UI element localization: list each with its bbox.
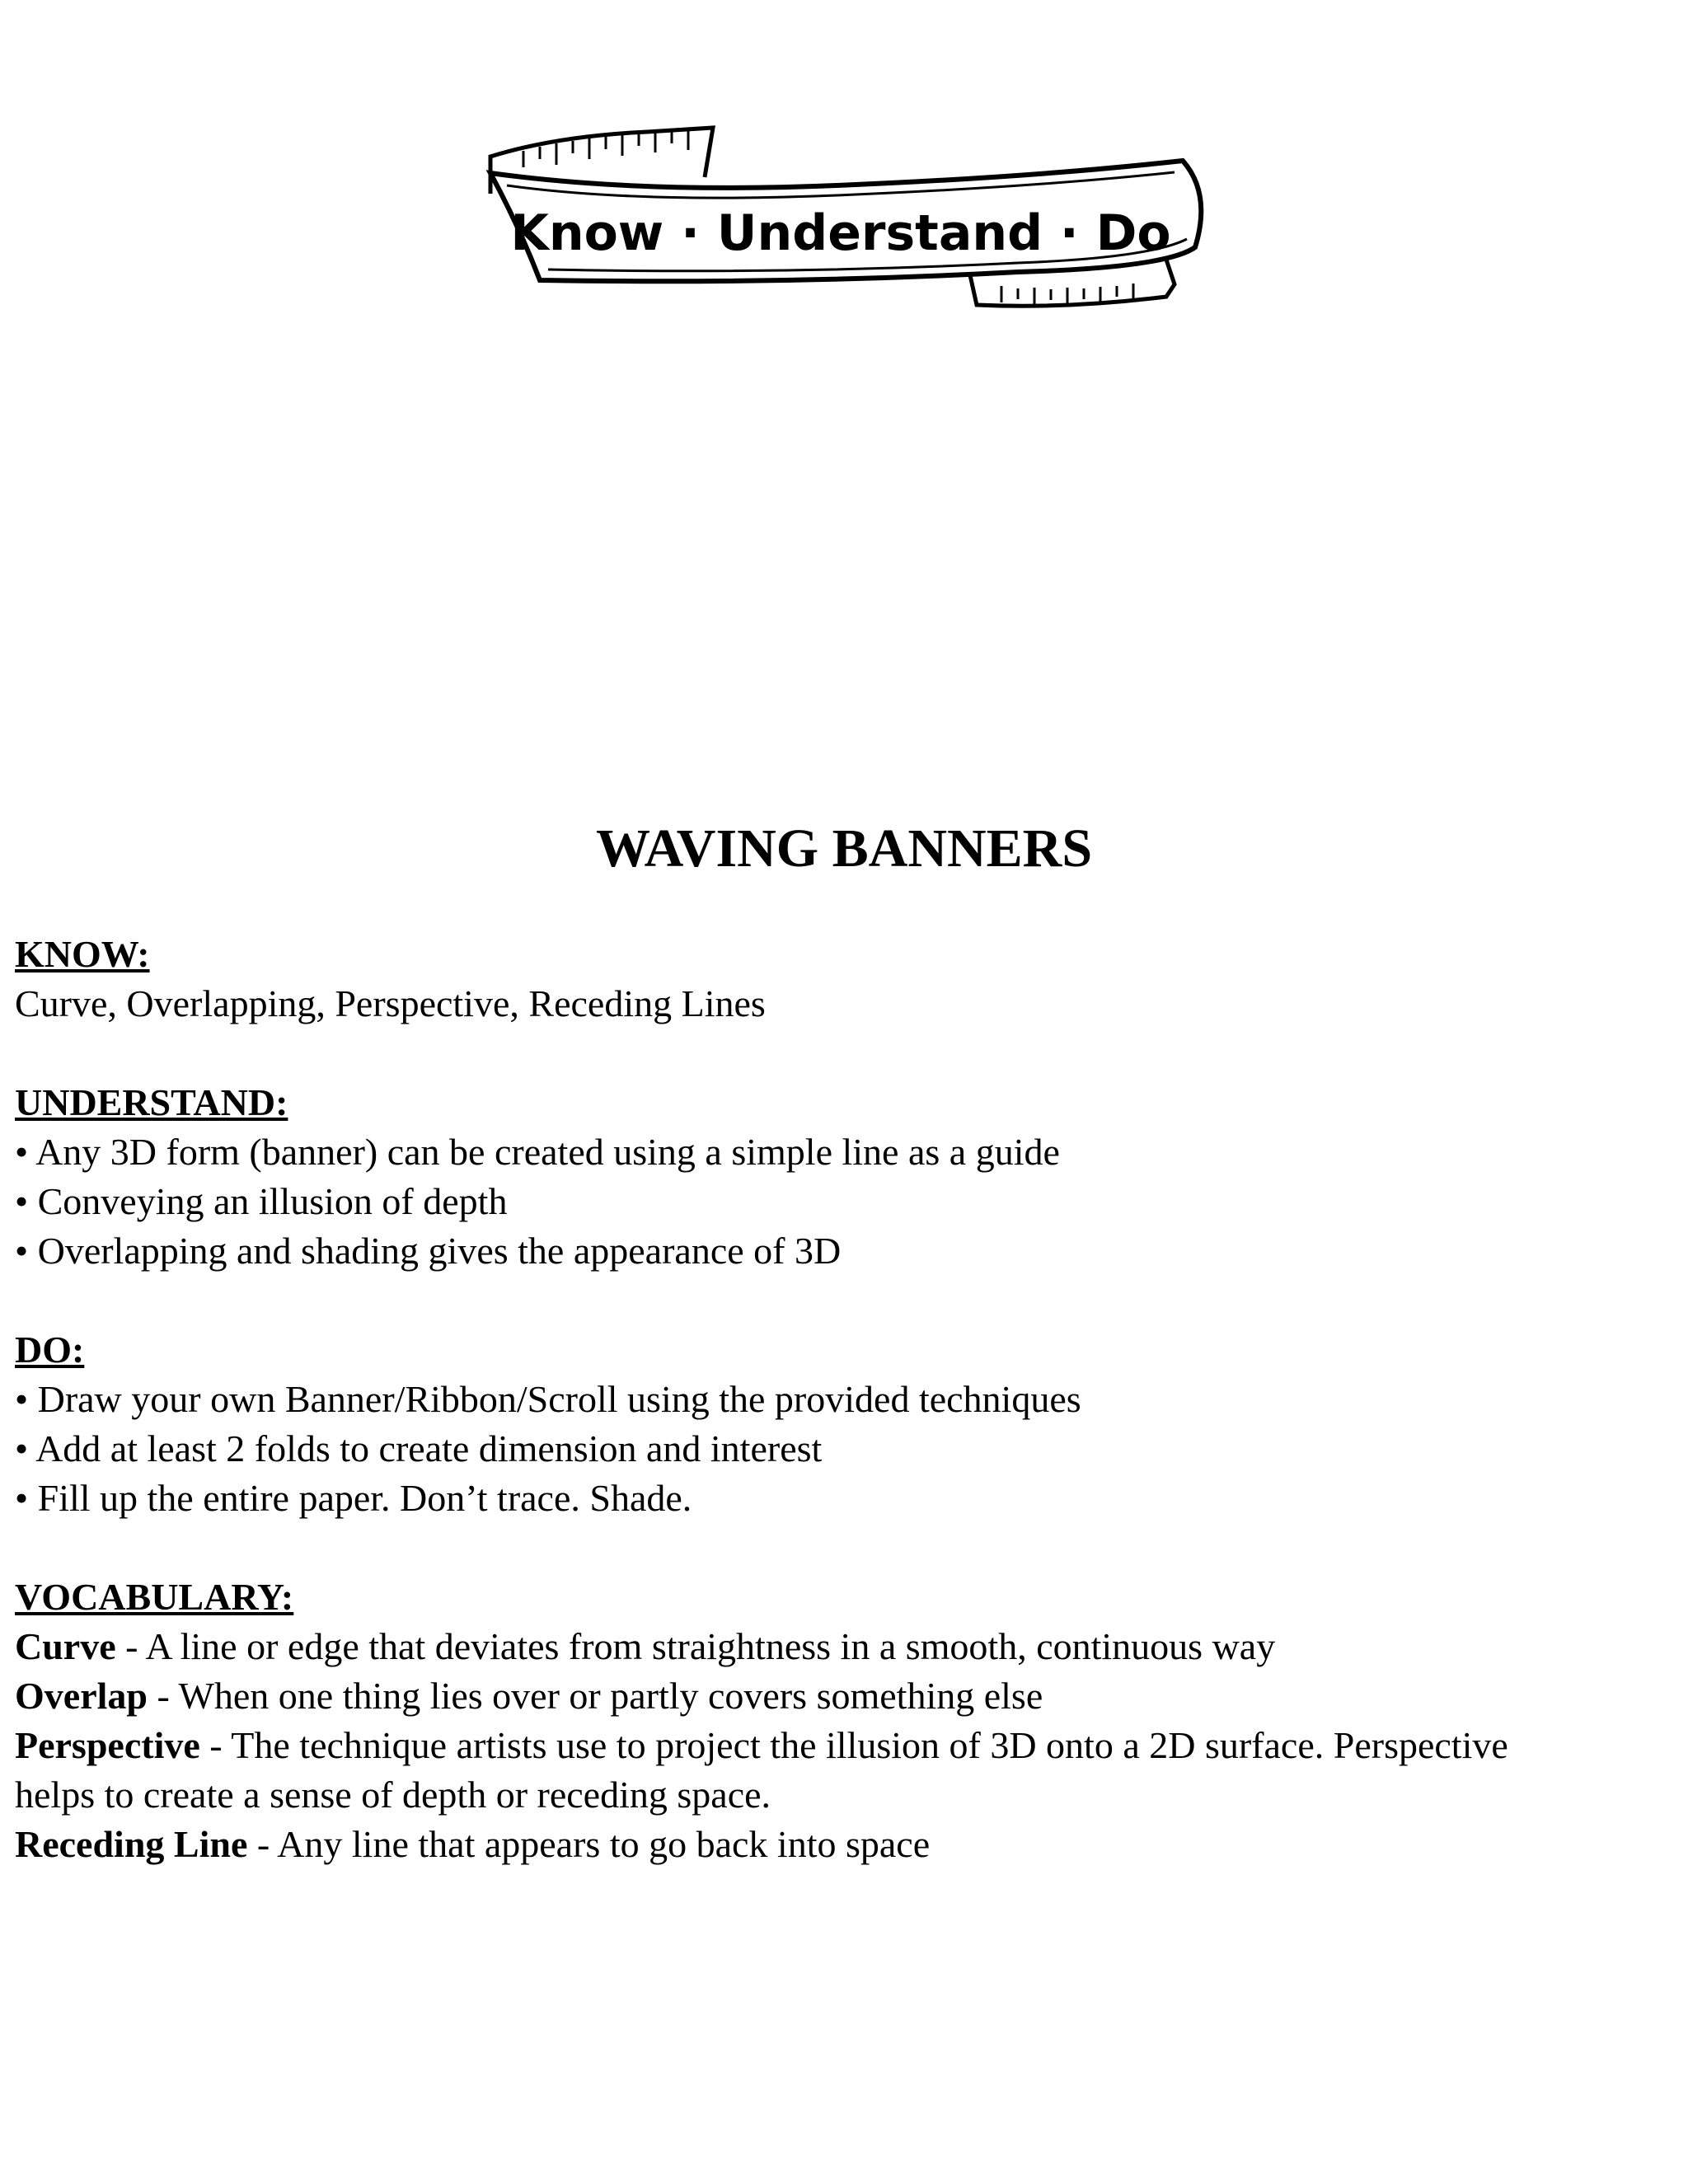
vocabulary-line (15, 1721, 1673, 1770)
vocabulary-definition: - Any line that appears to go back into space (247, 1823, 931, 1865)
vocabulary-entry (15, 1820, 1673, 1869)
vocabulary-definition: - A line or edge that deviates from straightness in a smooth, continuous way (115, 1625, 1276, 1667)
know-understand-do-logo (441, 70, 1232, 330)
know-text: Curve, Overlapping, Perspective, Receding Lines (15, 982, 766, 1024)
understand-section (15, 1078, 1673, 1276)
vocabulary-entry (15, 1721, 1673, 1820)
ribbon-banner-icon (441, 70, 1232, 330)
vocabulary-continuation: helps to create a sense of depth or receding space. (15, 1774, 771, 1816)
vocabulary-term: Curve (15, 1625, 116, 1667)
do-section (15, 1325, 1673, 1523)
do-item: • Fill up the entire paper. Don’t trace. Shade. (15, 1477, 692, 1519)
vocabulary-definition: - When one thing lies over or partly covers something else (147, 1675, 1043, 1717)
page-title: WAVING BANNERS (595, 818, 1093, 879)
vocabulary-definition: - The technique artists use to project the illusion of 3D onto a 2D surface. Perspective (199, 1724, 1508, 1766)
do-item: • Add at least 2 folds to create dimension and interest (15, 1427, 823, 1469)
understand-item: • Any 3D form (banner) can be created using a simple line as a guide (15, 1131, 1060, 1173)
understand-item: • Conveying an illusion of depth (15, 1180, 508, 1222)
vocabulary-term: Receding Line (15, 1823, 248, 1865)
understand-heading: UNDERSTAND: (15, 1081, 288, 1123)
know-section (15, 930, 1673, 1029)
worksheet-content (15, 930, 1673, 1919)
vocabulary-term: Perspective (15, 1724, 200, 1766)
vocabulary-term: Overlap (15, 1675, 148, 1717)
do-heading: DO: (15, 1329, 85, 1371)
vocabulary-section (15, 1572, 1673, 1869)
logo-text: Know · Understand · Do (510, 204, 1171, 262)
do-item: • Draw your own Banner/Ribbon/Scroll using the provided techniques (15, 1378, 1081, 1420)
know-heading: KNOW: (15, 933, 150, 975)
vocabulary-entry (15, 1671, 1673, 1721)
vocabulary-heading: VOCABULARY: (15, 1576, 294, 1618)
understand-item: • Overlapping and shading gives the appearance of 3D (15, 1230, 842, 1272)
vocabulary-entry (15, 1622, 1673, 1671)
